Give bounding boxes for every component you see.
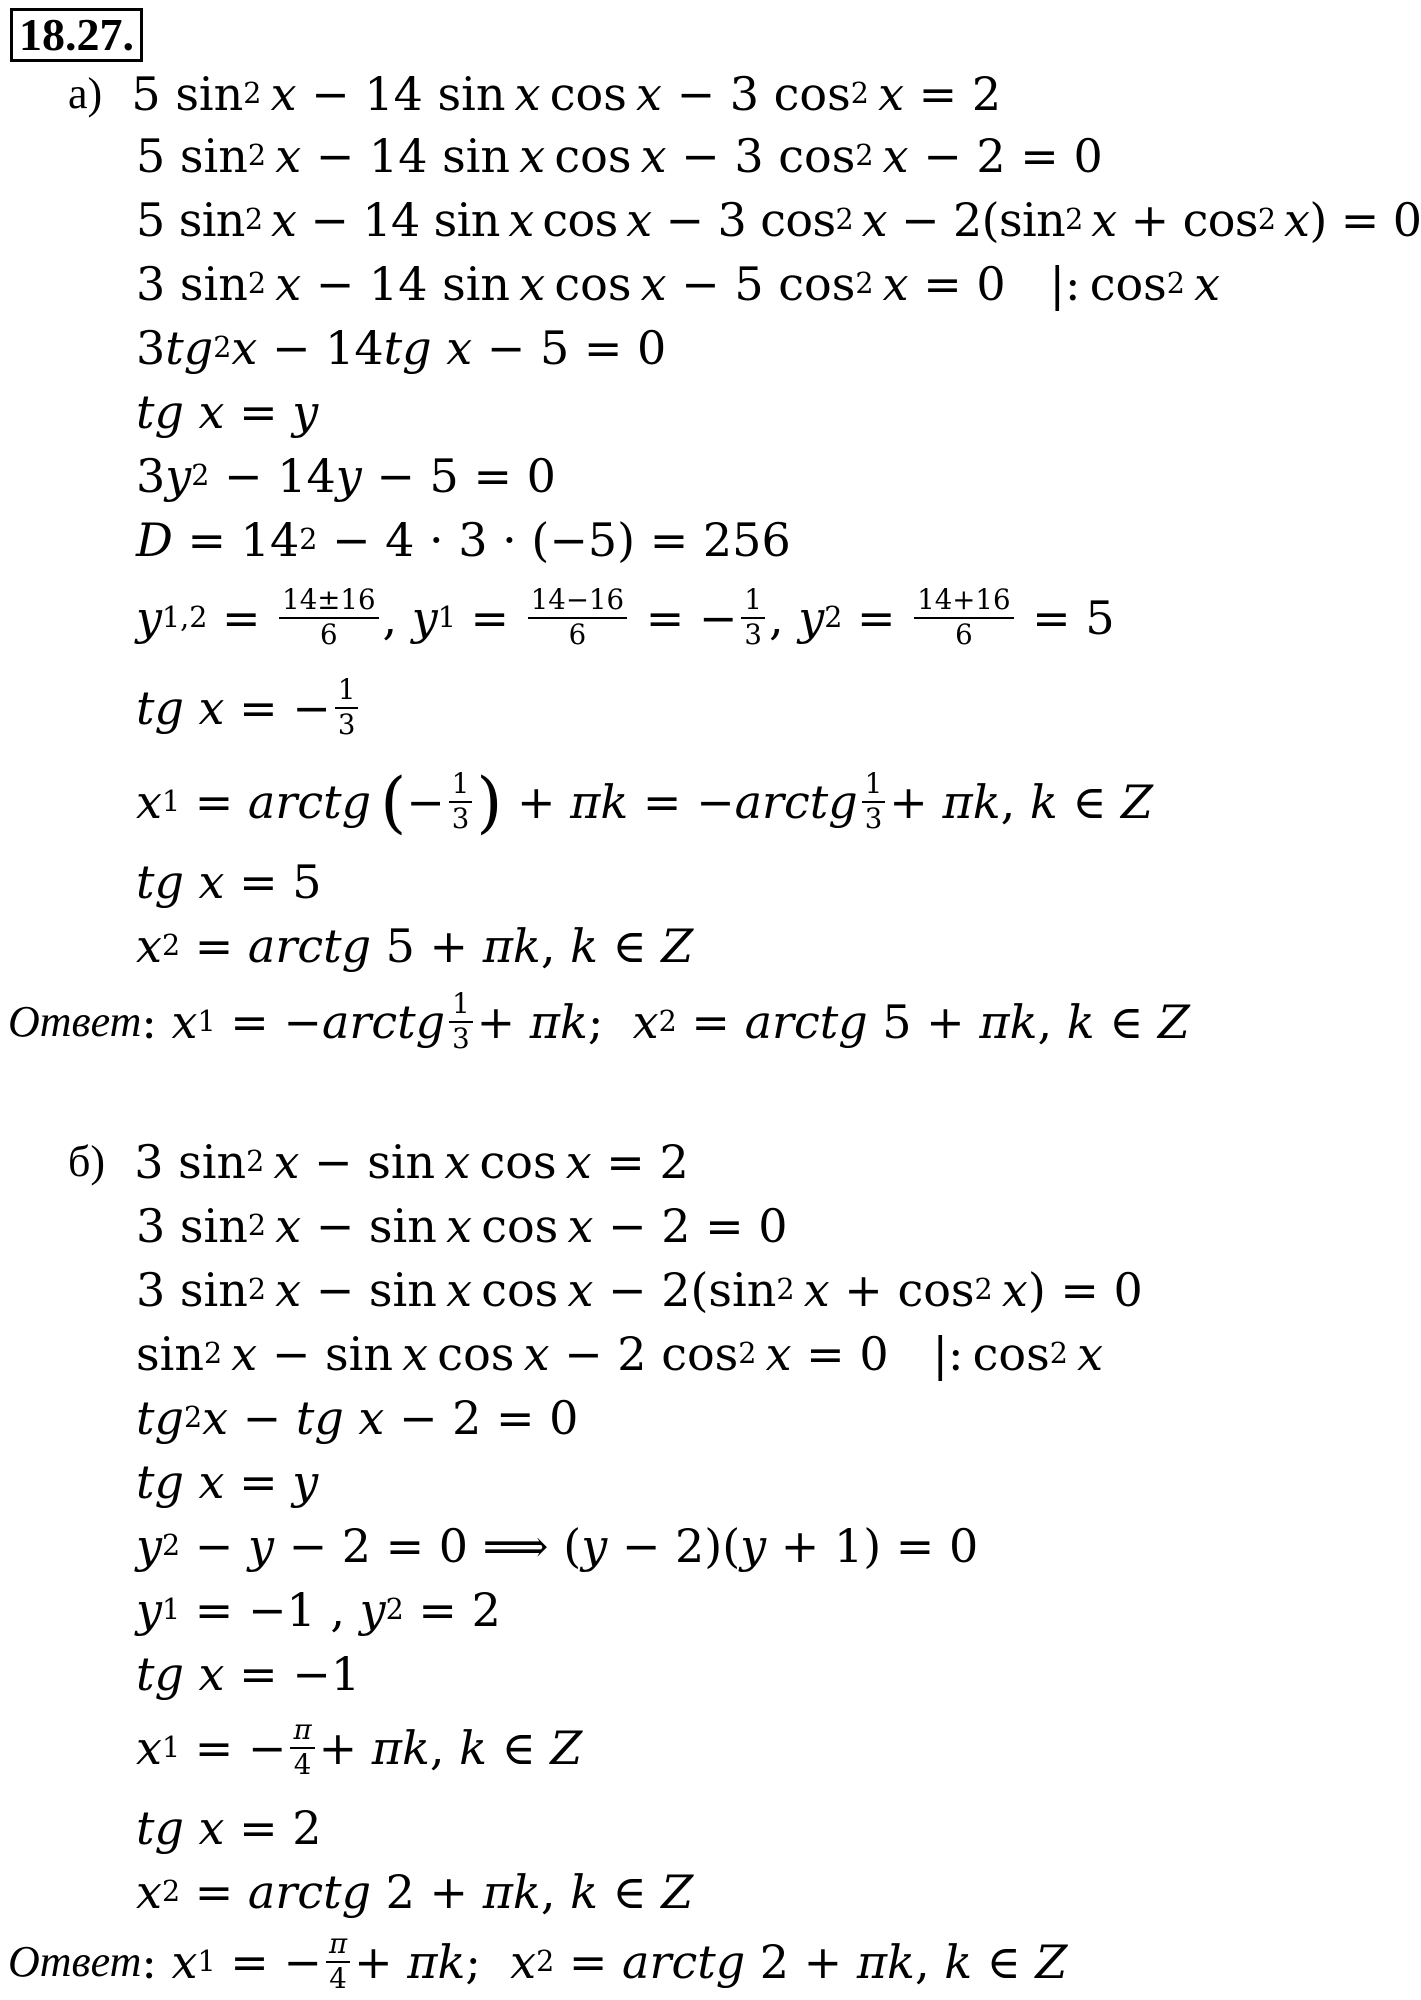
- part-a-label: а): [68, 69, 103, 118]
- part-a-line-8: D = 14 2 − 4 · 3 · (−5) = 256: [136, 513, 791, 567]
- part-b-line-1: б) 3 sin 2 x − sin x cos x = 2: [68, 1130, 689, 1194]
- part-b-line-4: sin 2 x − sin x cos x − 2 cos 2 x = 0 |: cos 2 x: [136, 1327, 1104, 1381]
- part-a-line-11: x 1 = arctg ( − $\frac{1}{3}$ ) + πk = − arctg $\frac{1}{3}$ + πk , k ∈ Z: [136, 763, 1153, 841]
- part-a-line-7: 3 y 2 − 14 y − 5 = 0: [136, 449, 556, 503]
- part-b-answer-label: Ответ: [8, 1937, 142, 1986]
- part-a-line-4: 3 sin 2 x − 14 sin x cos x − 5 cos 2 x = 0 |: cos 2 x: [136, 257, 1221, 311]
- part-a-line-13: x 2 = arctg 5 + πk , k ∈ Z: [136, 919, 694, 973]
- part-b-line-2: 3 sin 2 x − sin x cos x − 2 = 0: [136, 1199, 788, 1253]
- part-b-line-5: tg 2 x − tg x − 2 = 0: [136, 1391, 579, 1445]
- part-a-line-10: tg x = − $\frac{1}{3}$: [136, 676, 362, 740]
- part-b-line-12: x 2 = arctg 2 + πk , k ∈ Z: [136, 1865, 694, 1919]
- part-b-line-11: tg x = 2: [136, 1801, 322, 1855]
- part-b-answer: Ответ : x 1 = − $\frac{\pi}{4}$ + πk ; x 2 = arctg 2 + πk , k ∈ Z: [8, 1927, 1068, 1995]
- problem-number: 18.27.: [10, 8, 143, 62]
- part-b-line-7: y 2 − y − 2 = 0 ⟹ ( y − 2)( y + 1) = 0: [136, 1519, 979, 1573]
- part-a-line-12: tg x = 5: [136, 855, 322, 909]
- part-a-line-9: y 1,2 = $\frac{14\pm 16}{6}$ , y 1 = $\frac{14-16}{6}$ = − $\frac{1}{3}$ , y 2 = $\frac{14+16}{6}$ = 5: [136, 583, 1115, 651]
- part-b-label: б): [68, 1137, 106, 1186]
- part-a-answer-label: Ответ: [8, 997, 142, 1046]
- part-a-line-5: 3 tg 2 x − 14 tg x − 5 = 0: [136, 321, 667, 375]
- part-b-line-8: y 1 = −1 , y 2 = 2: [136, 1583, 501, 1637]
- part-b-line-10: x 1 = − $\frac{\pi}{4}$ + πk , k ∈ Z: [136, 1713, 583, 1781]
- part-a-line-2: 5 sin 2 x − 14 sin x cos x − 3 cos 2 x − 2 = 0: [136, 129, 1103, 183]
- part-b-line-9: tg x = −1: [136, 1647, 361, 1701]
- part-a-line-3: 5 sin 2 x − 14 sin x cos x − 3 cos 2 x − 2(sin 2 x + cos 2 x ) = 0: [136, 193, 1421, 247]
- part-a-line-6: tg x = y: [136, 385, 319, 439]
- part-a-line-1: а) 5 sin 2 x − 14 sin x cos x − 3 cos 2 x = 2: [68, 62, 1001, 126]
- part-b-line-6: tg x = y: [136, 1455, 319, 1509]
- part-a-answer: Ответ : x 1 = − arctg $\frac{1}{3}$ + πk ; x 2 = arctg 5 + πk , k ∈ Z: [8, 987, 1190, 1055]
- part-b-line-3: 3 sin 2 x − sin x cos x − 2(sin 2 x + cos 2 x ) = 0: [136, 1263, 1143, 1317]
